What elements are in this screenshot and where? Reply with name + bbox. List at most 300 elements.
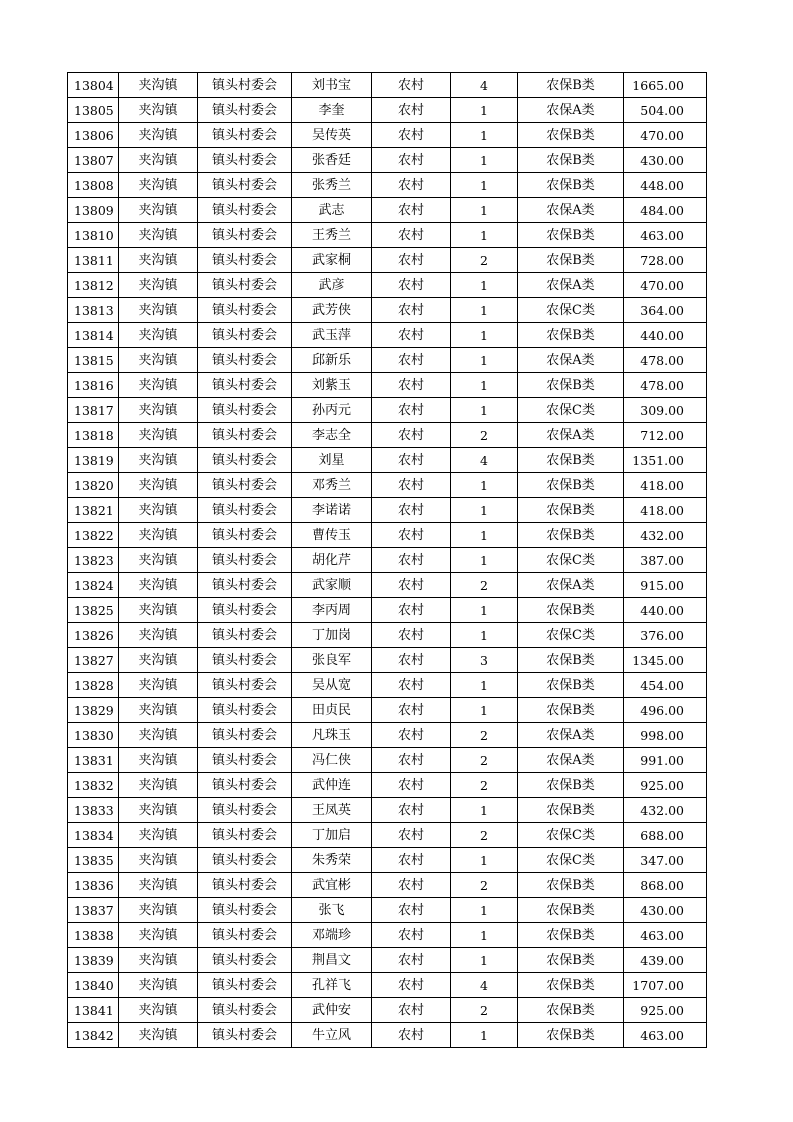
cell-town: 夹沟镇 — [119, 198, 198, 223]
table-row — [68, 123, 707, 148]
cell-id: 13836 — [68, 873, 119, 898]
cell-town: 夹沟镇 — [119, 998, 198, 1023]
cell-amount: 998.00 — [624, 723, 707, 748]
table-row — [68, 298, 707, 323]
cell-village: 镇头村委会 — [198, 773, 292, 798]
cell-area: 农村 — [372, 398, 451, 423]
cell-count: 1 — [451, 98, 518, 123]
cell-count: 4 — [451, 973, 518, 998]
cell-category: 农保B类 — [518, 698, 624, 723]
cell-village: 镇头村委会 — [198, 998, 292, 1023]
cell-name: 王秀兰 — [292, 223, 372, 248]
cell-id: 13820 — [68, 473, 119, 498]
table-row — [68, 348, 707, 373]
cell-count: 1 — [451, 948, 518, 973]
cell-area: 农村 — [372, 73, 451, 98]
cell-id: 13831 — [68, 748, 119, 773]
cell-category: 农保B类 — [518, 498, 624, 523]
cell-id: 13842 — [68, 1023, 119, 1048]
cell-amount: 432.00 — [624, 798, 707, 823]
cell-town: 夹沟镇 — [119, 473, 198, 498]
cell-amount: 364.00 — [624, 298, 707, 323]
cell-village: 镇头村委会 — [198, 123, 292, 148]
cell-name: 刘书宝 — [292, 73, 372, 98]
cell-amount: 430.00 — [624, 898, 707, 923]
cell-amount: 440.00 — [624, 598, 707, 623]
cell-area: 农村 — [372, 223, 451, 248]
cell-amount: 478.00 — [624, 373, 707, 398]
cell-id: 13814 — [68, 323, 119, 348]
cell-amount: 688.00 — [624, 823, 707, 848]
table-row — [68, 223, 707, 248]
table-row — [68, 548, 707, 573]
cell-village: 镇头村委会 — [198, 198, 292, 223]
cell-amount: 1351.00 — [624, 448, 707, 473]
cell-id: 13806 — [68, 123, 119, 148]
cell-area: 农村 — [372, 498, 451, 523]
table-row — [68, 73, 707, 98]
cell-area: 农村 — [372, 673, 451, 698]
cell-name: 武志 — [292, 198, 372, 223]
cell-town: 夹沟镇 — [119, 848, 198, 873]
cell-name: 李丙周 — [292, 598, 372, 623]
cell-village: 镇头村委会 — [198, 298, 292, 323]
cell-count: 2 — [451, 573, 518, 598]
cell-village: 镇头村委会 — [198, 73, 292, 98]
cell-count: 2 — [451, 873, 518, 898]
cell-amount: 440.00 — [624, 323, 707, 348]
cell-village: 镇头村委会 — [198, 623, 292, 648]
table-row — [68, 523, 707, 548]
cell-amount: 439.00 — [624, 948, 707, 973]
cell-town: 夹沟镇 — [119, 123, 198, 148]
cell-town: 夹沟镇 — [119, 873, 198, 898]
cell-town: 夹沟镇 — [119, 923, 198, 948]
cell-village: 镇头村委会 — [198, 448, 292, 473]
table-row — [68, 773, 707, 798]
cell-count: 1 — [451, 273, 518, 298]
table-row — [68, 698, 707, 723]
cell-name: 武仲连 — [292, 773, 372, 798]
cell-amount: 448.00 — [624, 173, 707, 198]
cell-category: 农保B类 — [518, 948, 624, 973]
cell-category: 农保B类 — [518, 323, 624, 348]
cell-category: 农保B类 — [518, 73, 624, 98]
cell-category: 农保B类 — [518, 648, 624, 673]
cell-village: 镇头村委会 — [198, 173, 292, 198]
cell-amount: 991.00 — [624, 748, 707, 773]
cell-amount: 430.00 — [624, 148, 707, 173]
cell-village: 镇头村委会 — [198, 698, 292, 723]
cell-town: 夹沟镇 — [119, 598, 198, 623]
cell-village: 镇头村委会 — [198, 348, 292, 373]
cell-category: 农保A类 — [518, 348, 624, 373]
table-row — [68, 598, 707, 623]
cell-name: 丁加岗 — [292, 623, 372, 648]
cell-amount: 478.00 — [624, 348, 707, 373]
cell-name: 孔祥飞 — [292, 973, 372, 998]
cell-id: 13821 — [68, 498, 119, 523]
cell-name: 张飞 — [292, 898, 372, 923]
cell-name: 刘星 — [292, 448, 372, 473]
cell-id: 13837 — [68, 898, 119, 923]
cell-village: 镇头村委会 — [198, 923, 292, 948]
cell-name: 武彦 — [292, 273, 372, 298]
cell-town: 夹沟镇 — [119, 1023, 198, 1048]
cell-amount: 1707.00 — [624, 973, 707, 998]
cell-id: 13832 — [68, 773, 119, 798]
cell-town: 夹沟镇 — [119, 898, 198, 923]
cell-town: 夹沟镇 — [119, 773, 198, 798]
cell-count: 1 — [451, 298, 518, 323]
table-row — [68, 248, 707, 273]
cell-area: 农村 — [372, 473, 451, 498]
cell-village: 镇头村委会 — [198, 948, 292, 973]
cell-village: 镇头村委会 — [198, 973, 292, 998]
cell-area: 农村 — [372, 798, 451, 823]
cell-name: 吴传英 — [292, 123, 372, 148]
cell-name: 丁加启 — [292, 823, 372, 848]
cell-area: 农村 — [372, 1023, 451, 1048]
cell-town: 夹沟镇 — [119, 248, 198, 273]
table-row — [68, 648, 707, 673]
cell-count: 1 — [451, 223, 518, 248]
cell-village: 镇头村委会 — [198, 423, 292, 448]
table-row — [68, 673, 707, 698]
cell-area: 农村 — [372, 598, 451, 623]
cell-town: 夹沟镇 — [119, 223, 198, 248]
cell-area: 农村 — [372, 173, 451, 198]
cell-name: 张良军 — [292, 648, 372, 673]
cell-id: 13830 — [68, 723, 119, 748]
cell-amount: 712.00 — [624, 423, 707, 448]
cell-town: 夹沟镇 — [119, 523, 198, 548]
cell-id: 13812 — [68, 273, 119, 298]
cell-name: 邓秀兰 — [292, 473, 372, 498]
cell-amount: 432.00 — [624, 523, 707, 548]
table-row — [68, 323, 707, 348]
cell-name: 武仲安 — [292, 998, 372, 1023]
cell-category: 农保B类 — [518, 248, 624, 273]
cell-category: 农保C类 — [518, 848, 624, 873]
cell-amount: 470.00 — [624, 273, 707, 298]
cell-name: 张秀兰 — [292, 173, 372, 198]
cell-category: 农保B类 — [518, 1023, 624, 1048]
cell-id: 13833 — [68, 798, 119, 823]
cell-id: 13839 — [68, 948, 119, 973]
cell-village: 镇头村委会 — [198, 273, 292, 298]
cell-area: 农村 — [372, 348, 451, 373]
cell-amount: 925.00 — [624, 998, 707, 1023]
cell-town: 夹沟镇 — [119, 373, 198, 398]
cell-area: 农村 — [372, 898, 451, 923]
cell-village: 镇头村委会 — [198, 1023, 292, 1048]
table-row — [68, 448, 707, 473]
table-row — [68, 923, 707, 948]
cell-name: 李奎 — [292, 98, 372, 123]
cell-amount: 504.00 — [624, 98, 707, 123]
cell-area: 农村 — [372, 323, 451, 348]
cell-count: 2 — [451, 748, 518, 773]
cell-count: 1 — [451, 323, 518, 348]
cell-count: 1 — [451, 798, 518, 823]
cell-area: 农村 — [372, 648, 451, 673]
cell-id: 13805 — [68, 98, 119, 123]
cell-id: 13815 — [68, 348, 119, 373]
cell-village: 镇头村委会 — [198, 223, 292, 248]
cell-amount: 868.00 — [624, 873, 707, 898]
cell-id: 13804 — [68, 73, 119, 98]
cell-category: 农保B类 — [518, 173, 624, 198]
cell-amount: 376.00 — [624, 623, 707, 648]
cell-town: 夹沟镇 — [119, 148, 198, 173]
table-row — [68, 148, 707, 173]
cell-amount: 1665.00 — [624, 73, 707, 98]
cell-id: 13835 — [68, 848, 119, 873]
cell-category: 农保A类 — [518, 748, 624, 773]
cell-area: 农村 — [372, 748, 451, 773]
cell-name: 武宜彬 — [292, 873, 372, 898]
data-table — [67, 72, 707, 1048]
cell-count: 2 — [451, 248, 518, 273]
table-row — [68, 1023, 707, 1048]
cell-count: 1 — [451, 498, 518, 523]
cell-area: 农村 — [372, 198, 451, 223]
cell-amount: 454.00 — [624, 673, 707, 698]
cell-category: 农保B类 — [518, 798, 624, 823]
cell-category: 农保A类 — [518, 198, 624, 223]
cell-id: 13827 — [68, 648, 119, 673]
cell-count: 1 — [451, 398, 518, 423]
table-row — [68, 723, 707, 748]
cell-id: 13817 — [68, 398, 119, 423]
cell-name: 凡珠玉 — [292, 723, 372, 748]
cell-village: 镇头村委会 — [198, 248, 292, 273]
cell-category: 农保C类 — [518, 548, 624, 573]
cell-name: 邱新乐 — [292, 348, 372, 373]
cell-amount: 728.00 — [624, 248, 707, 273]
table-row — [68, 748, 707, 773]
cell-id: 13834 — [68, 823, 119, 848]
cell-area: 农村 — [372, 423, 451, 448]
cell-count: 2 — [451, 723, 518, 748]
cell-name: 邓端珍 — [292, 923, 372, 948]
cell-area: 农村 — [372, 523, 451, 548]
cell-name: 荆昌文 — [292, 948, 372, 973]
table-row — [68, 98, 707, 123]
cell-area: 农村 — [372, 948, 451, 973]
cell-category: 农保C类 — [518, 298, 624, 323]
cell-amount: 463.00 — [624, 1023, 707, 1048]
cell-count: 3 — [451, 648, 518, 673]
cell-town: 夹沟镇 — [119, 823, 198, 848]
cell-count: 1 — [451, 848, 518, 873]
cell-id: 13825 — [68, 598, 119, 623]
cell-count: 2 — [451, 423, 518, 448]
table-row — [68, 823, 707, 848]
cell-village: 镇头村委会 — [198, 823, 292, 848]
table-row — [68, 998, 707, 1023]
table-row — [68, 398, 707, 423]
cell-town: 夹沟镇 — [119, 573, 198, 598]
cell-name: 王凤英 — [292, 798, 372, 823]
cell-count: 1 — [451, 198, 518, 223]
cell-category: 农保A类 — [518, 723, 624, 748]
cell-town: 夹沟镇 — [119, 73, 198, 98]
cell-category: 农保B类 — [518, 523, 624, 548]
cell-category: 农保A类 — [518, 573, 624, 598]
table-row — [68, 573, 707, 598]
cell-count: 4 — [451, 73, 518, 98]
cell-id: 13824 — [68, 573, 119, 598]
cell-village: 镇头村委会 — [198, 673, 292, 698]
cell-area: 农村 — [372, 573, 451, 598]
table-row — [68, 873, 707, 898]
cell-town: 夹沟镇 — [119, 298, 198, 323]
cell-name: 胡化芹 — [292, 548, 372, 573]
table-row — [68, 498, 707, 523]
cell-village: 镇头村委会 — [198, 98, 292, 123]
cell-id: 13840 — [68, 973, 119, 998]
cell-area: 农村 — [372, 923, 451, 948]
cell-village: 镇头村委会 — [198, 598, 292, 623]
cell-id: 13809 — [68, 198, 119, 223]
cell-area: 农村 — [372, 373, 451, 398]
cell-amount: 925.00 — [624, 773, 707, 798]
cell-category: 农保B类 — [518, 473, 624, 498]
cell-name: 牛立风 — [292, 1023, 372, 1048]
cell-category: 农保B类 — [518, 148, 624, 173]
cell-area: 农村 — [372, 698, 451, 723]
cell-area: 农村 — [372, 723, 451, 748]
cell-area: 农村 — [372, 273, 451, 298]
cell-count: 2 — [451, 773, 518, 798]
cell-name: 孙丙元 — [292, 398, 372, 423]
cell-category: 农保B类 — [518, 598, 624, 623]
cell-id: 13808 — [68, 173, 119, 198]
cell-village: 镇头村委会 — [198, 398, 292, 423]
table-row — [68, 373, 707, 398]
cell-id: 13819 — [68, 448, 119, 473]
cell-name: 武家顺 — [292, 573, 372, 598]
cell-area: 农村 — [372, 998, 451, 1023]
cell-town: 夹沟镇 — [119, 673, 198, 698]
cell-town: 夹沟镇 — [119, 398, 198, 423]
cell-category: 农保B类 — [518, 673, 624, 698]
cell-amount: 470.00 — [624, 123, 707, 148]
cell-town: 夹沟镇 — [119, 348, 198, 373]
cell-id: 13811 — [68, 248, 119, 273]
cell-count: 1 — [451, 623, 518, 648]
cell-amount: 347.00 — [624, 848, 707, 873]
cell-town: 夹沟镇 — [119, 323, 198, 348]
table-row — [68, 473, 707, 498]
cell-town: 夹沟镇 — [119, 798, 198, 823]
cell-category: 农保B类 — [518, 223, 624, 248]
cell-category: 农保B类 — [518, 898, 624, 923]
cell-name: 李诺诺 — [292, 498, 372, 523]
cell-town: 夹沟镇 — [119, 548, 198, 573]
cell-id: 13826 — [68, 623, 119, 648]
cell-village: 镇头村委会 — [198, 373, 292, 398]
table-row — [68, 798, 707, 823]
cell-count: 2 — [451, 998, 518, 1023]
cell-count: 1 — [451, 923, 518, 948]
cell-count: 1 — [451, 473, 518, 498]
cell-count: 1 — [451, 348, 518, 373]
cell-category: 农保B类 — [518, 923, 624, 948]
cell-id: 13810 — [68, 223, 119, 248]
cell-count: 1 — [451, 698, 518, 723]
cell-count: 1 — [451, 548, 518, 573]
cell-area: 农村 — [372, 623, 451, 648]
cell-name: 武玉萍 — [292, 323, 372, 348]
cell-id: 13823 — [68, 548, 119, 573]
cell-amount: 463.00 — [624, 223, 707, 248]
cell-id: 13829 — [68, 698, 119, 723]
cell-name: 田贞民 — [292, 698, 372, 723]
cell-village: 镇头村委会 — [198, 573, 292, 598]
table-row — [68, 423, 707, 448]
cell-village: 镇头村委会 — [198, 523, 292, 548]
cell-village: 镇头村委会 — [198, 873, 292, 898]
cell-count: 4 — [451, 448, 518, 473]
cell-village: 镇头村委会 — [198, 548, 292, 573]
cell-area: 农村 — [372, 298, 451, 323]
table-row — [68, 173, 707, 198]
cell-area: 农村 — [372, 873, 451, 898]
cell-id: 13822 — [68, 523, 119, 548]
cell-category: 农保B类 — [518, 773, 624, 798]
cell-village: 镇头村委会 — [198, 473, 292, 498]
cell-count: 1 — [451, 148, 518, 173]
cell-id: 13828 — [68, 673, 119, 698]
cell-count: 1 — [451, 898, 518, 923]
cell-village: 镇头村委会 — [198, 323, 292, 348]
cell-village: 镇头村委会 — [198, 798, 292, 823]
cell-category: 农保B类 — [518, 973, 624, 998]
table-row — [68, 273, 707, 298]
cell-name: 武芳侠 — [292, 298, 372, 323]
cell-id: 13841 — [68, 998, 119, 1023]
cell-town: 夹沟镇 — [119, 623, 198, 648]
cell-area: 农村 — [372, 773, 451, 798]
cell-amount: 915.00 — [624, 573, 707, 598]
cell-town: 夹沟镇 — [119, 948, 198, 973]
cell-count: 1 — [451, 523, 518, 548]
cell-name: 吴从宽 — [292, 673, 372, 698]
cell-town: 夹沟镇 — [119, 98, 198, 123]
cell-name: 冯仁侠 — [292, 748, 372, 773]
cell-category: 农保C类 — [518, 823, 624, 848]
cell-amount: 418.00 — [624, 473, 707, 498]
cell-village: 镇头村委会 — [198, 148, 292, 173]
cell-village: 镇头村委会 — [198, 723, 292, 748]
cell-area: 农村 — [372, 148, 451, 173]
table-row — [68, 973, 707, 998]
cell-id: 13816 — [68, 373, 119, 398]
cell-count: 1 — [451, 123, 518, 148]
cell-town: 夹沟镇 — [119, 448, 198, 473]
cell-area: 农村 — [372, 248, 451, 273]
cell-town: 夹沟镇 — [119, 498, 198, 523]
cell-village: 镇头村委会 — [198, 848, 292, 873]
cell-area: 农村 — [372, 823, 451, 848]
cell-area: 农村 — [372, 448, 451, 473]
cell-category: 农保A类 — [518, 423, 624, 448]
cell-amount: 387.00 — [624, 548, 707, 573]
cell-town: 夹沟镇 — [119, 648, 198, 673]
